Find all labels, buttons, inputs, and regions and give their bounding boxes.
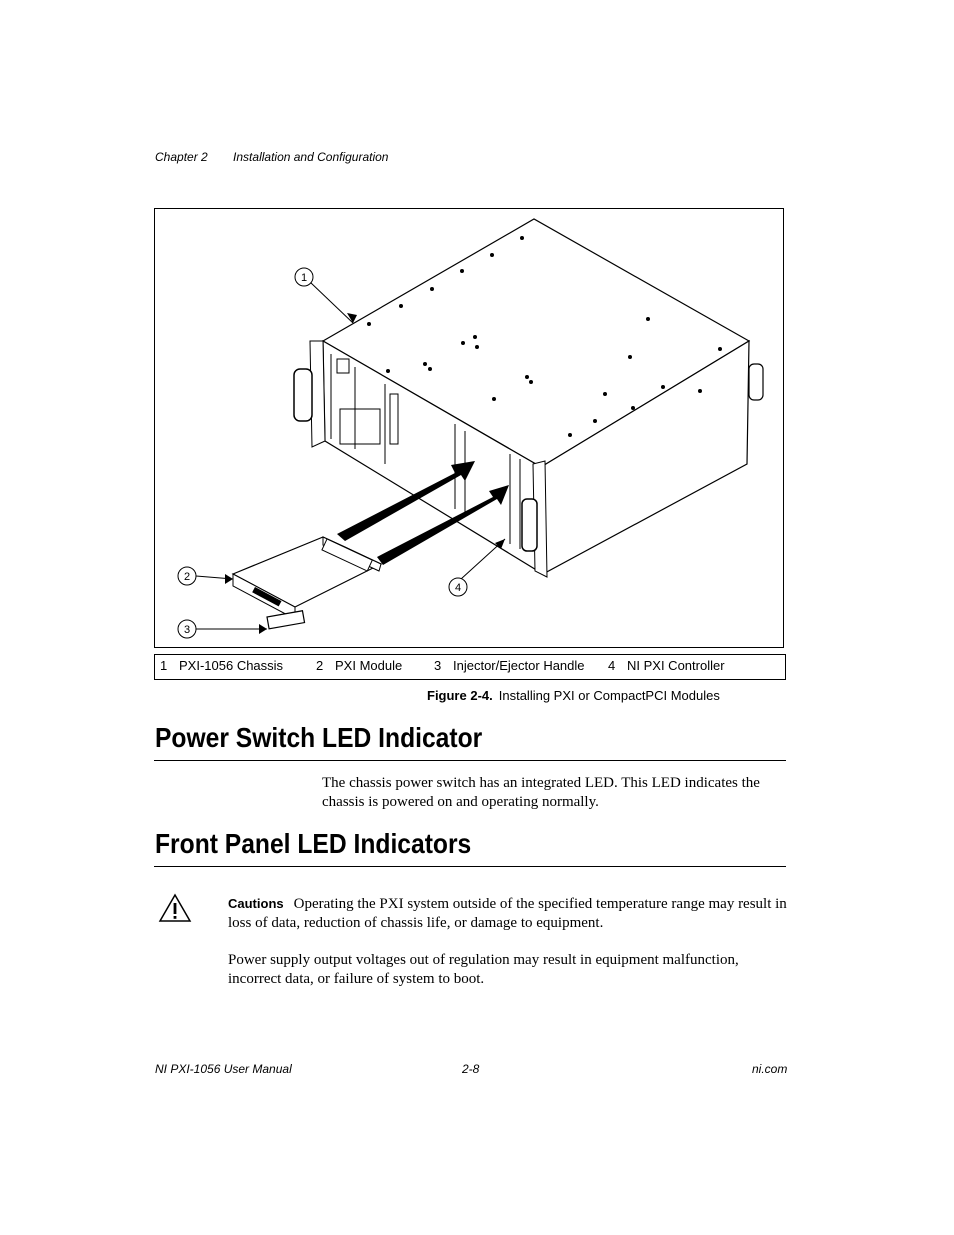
heading-rule bbox=[154, 866, 786, 867]
legend-label-1: PXI-1056 Chassis bbox=[179, 658, 284, 673]
running-header bbox=[155, 150, 410, 164]
legend-num-4: 4 bbox=[608, 658, 616, 673]
chapter-label: Chapter 2 bbox=[155, 150, 208, 164]
figure-caption-text: Installing PXI or CompactPCI Modules bbox=[498, 688, 720, 703]
callout-4: 4 bbox=[454, 582, 462, 594]
callout-2: 2 bbox=[183, 571, 191, 583]
legend-num-3: 3 bbox=[434, 658, 442, 673]
callout-3: 3 bbox=[183, 624, 191, 636]
legend-label-3: Injector/Ejector Handle bbox=[453, 658, 585, 673]
caution-paragraph-2: Power supply output voltages out of regulation may result in equipment malfunction, incorrect data, or failure of system to boot. bbox=[228, 952, 739, 987]
footer-page-number: 2-8 bbox=[462, 1062, 480, 1076]
footer-manual-title: NI PXI-1056 User Manual bbox=[155, 1062, 292, 1076]
chassis-illustration bbox=[155, 209, 785, 649]
heading-rule bbox=[154, 760, 786, 761]
caution-icon bbox=[158, 893, 192, 923]
figure-caption-label: Figure 2-4. bbox=[427, 688, 493, 703]
caution-paragraph-1 bbox=[228, 895, 788, 933]
power-switch-paragraph: The chassis power switch has an integrated LED. This LED indicates the chassis is powered on and operating normally. bbox=[322, 775, 760, 810]
figure-installing-modules bbox=[154, 208, 784, 648]
figure-legend bbox=[154, 654, 786, 680]
caution-label: Cautions bbox=[228, 896, 284, 911]
callout-1: 1 bbox=[300, 272, 308, 284]
legend-label-4: NI PXI Controller bbox=[627, 658, 725, 673]
legend-num-1: 1 bbox=[160, 658, 168, 673]
section-heading-front-panel: Front Panel LED Indicators bbox=[155, 828, 472, 859]
chapter-title: Installation and Configuration bbox=[233, 150, 389, 164]
legend-label-2: PXI Module bbox=[335, 658, 403, 673]
section-heading-power-switch: Power Switch LED Indicator bbox=[155, 722, 483, 753]
legend-num-2: 2 bbox=[316, 658, 324, 673]
footer-website: ni.com bbox=[752, 1062, 788, 1076]
caution-text-1: Operating the PXI system outside of the specified temperature range may result in loss of data, reduction of chassis life, or damage to equipment. bbox=[228, 896, 787, 931]
figure-caption bbox=[427, 688, 720, 703]
